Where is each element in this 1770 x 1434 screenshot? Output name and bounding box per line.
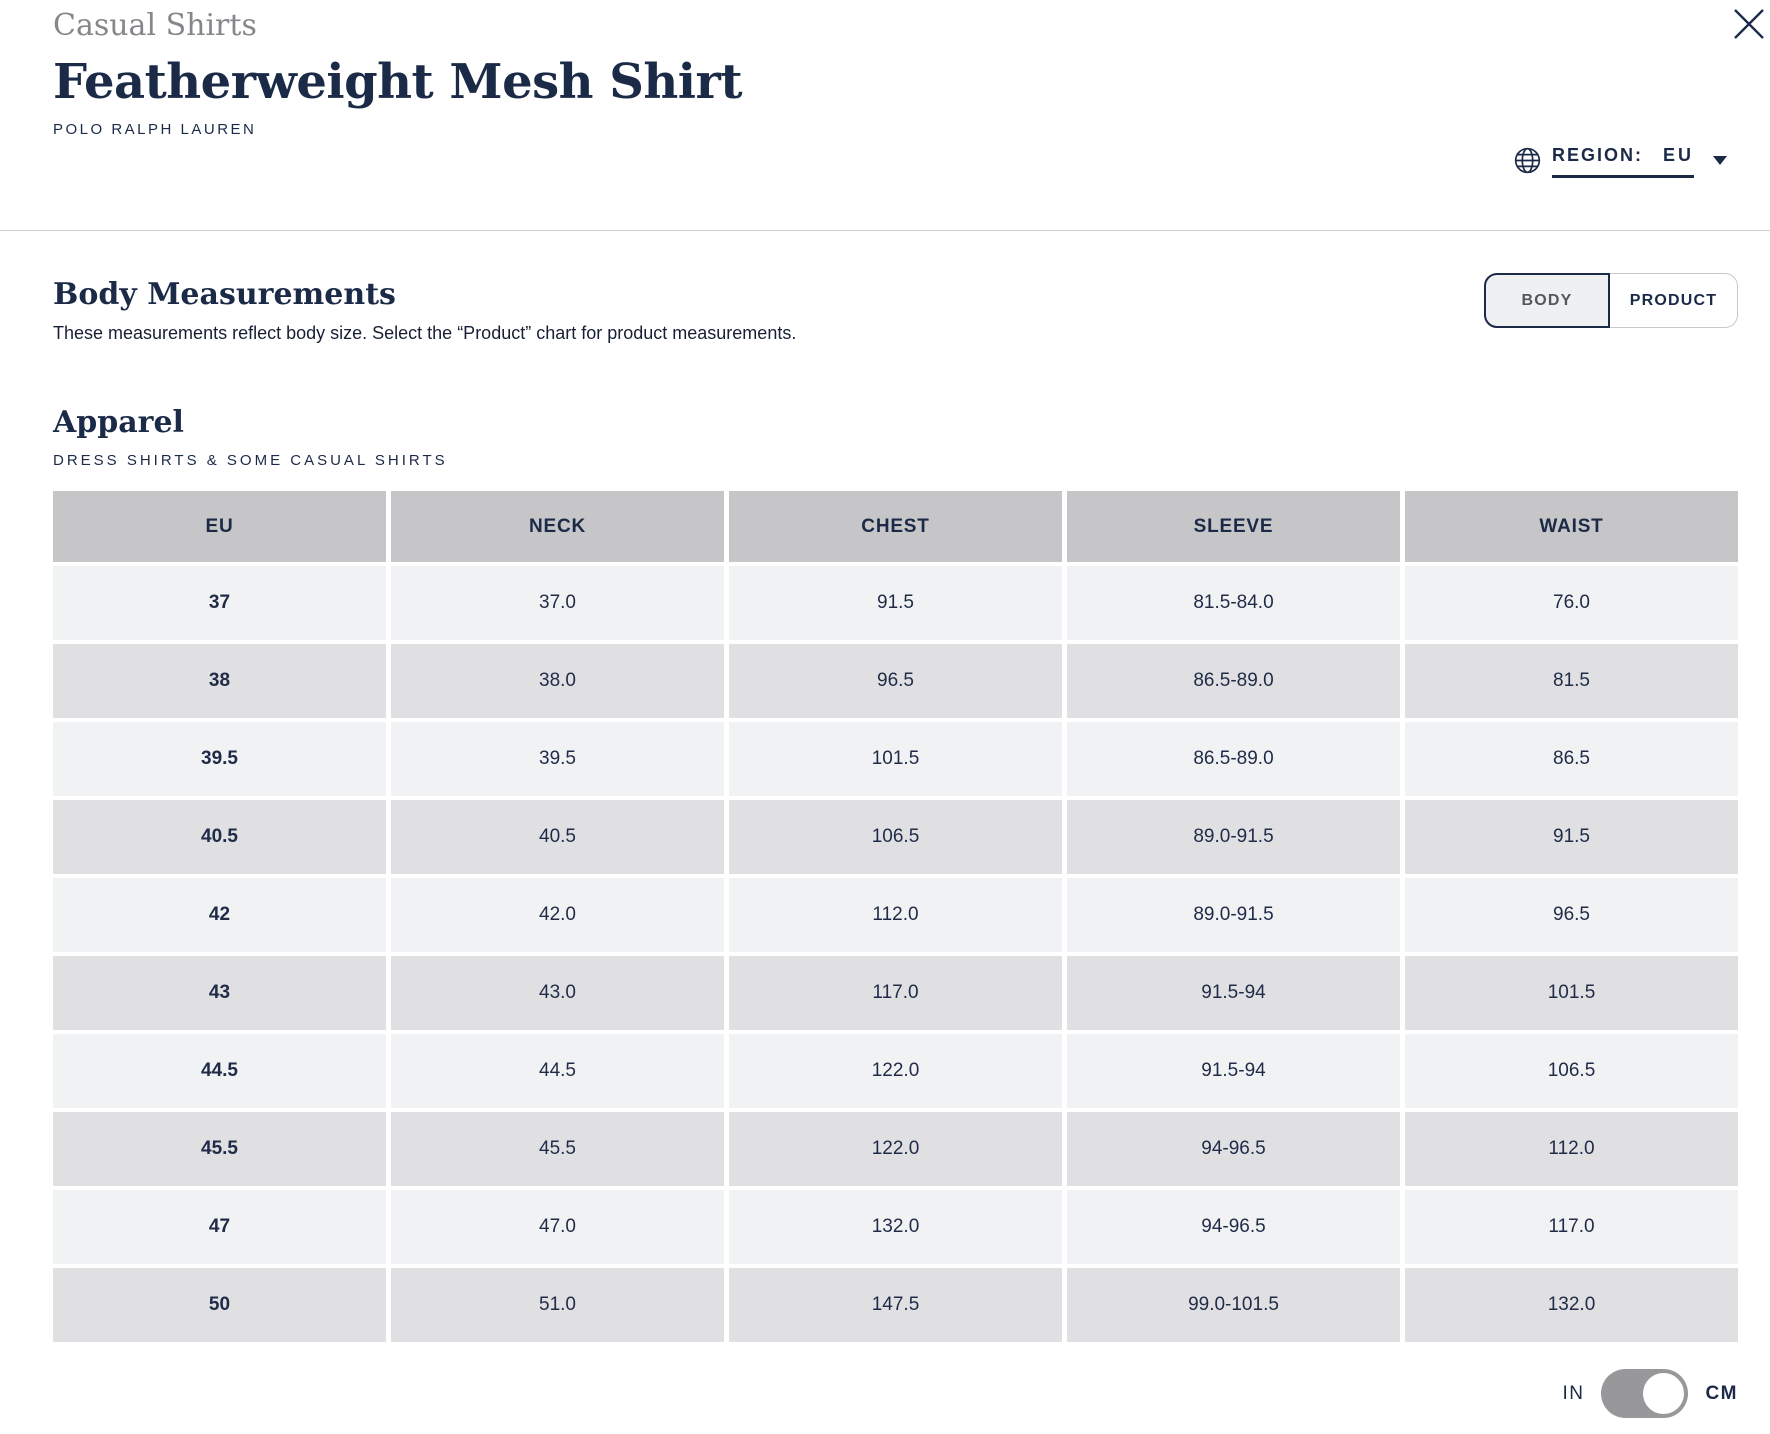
table-cell: 47.0 (391, 1190, 724, 1264)
table-cell: 106.5 (1405, 1034, 1738, 1108)
table-cell: 45.5 (53, 1112, 386, 1186)
category-breadcrumb: Casual Shirts (53, 8, 257, 43)
table-cell: 89.0-91.5 (1067, 800, 1400, 874)
table-cell: 81.5 (1405, 644, 1738, 718)
table-cell: 132.0 (729, 1190, 1062, 1264)
table-cell: 42.0 (391, 878, 724, 952)
table-cell: 91.5 (729, 566, 1062, 640)
table-cell: 101.5 (1405, 956, 1738, 1030)
table-cell: 38.0 (391, 644, 724, 718)
table-cell: 117.0 (1405, 1190, 1738, 1264)
table-cell: 122.0 (729, 1112, 1062, 1186)
table-cell: 50 (53, 1268, 386, 1342)
table-cell: 101.5 (729, 722, 1062, 796)
table-header-cell: NECK (391, 491, 724, 562)
chart-type-toggle (1484, 273, 1738, 328)
apparel-subtitle: DRESS SHIRTS & SOME CASUAL SHIRTS (53, 452, 448, 469)
table-cell: 76.0 (1405, 566, 1738, 640)
section-title: Body Measurements (53, 277, 396, 312)
table-cell: 94-96.5 (1067, 1190, 1400, 1264)
table-header-cell: WAIST (1405, 491, 1738, 562)
table-cell: 39.5 (53, 722, 386, 796)
table-cell: 37.0 (391, 566, 724, 640)
table-cell: 106.5 (729, 800, 1062, 874)
table-cell: 37 (53, 566, 386, 640)
product-title: Featherweight Mesh Shirt (53, 54, 742, 110)
product-tab[interactable]: PRODUCT (1610, 273, 1738, 328)
unit-cm-label[interactable]: CM (1705, 1382, 1738, 1404)
table-cell: 99.0-101.5 (1067, 1268, 1400, 1342)
table-cell: 42 (53, 878, 386, 952)
table-cell: 39.5 (391, 722, 724, 796)
body-tab[interactable]: BODY (1484, 273, 1610, 328)
table-cell: 112.0 (729, 878, 1062, 952)
region-text (1552, 145, 1694, 178)
table-cell: 96.5 (729, 644, 1062, 718)
table-cell: 91.5-94 (1067, 1034, 1400, 1108)
table-cell: 91.5-94 (1067, 956, 1400, 1030)
table-cell: 40.5 (53, 800, 386, 874)
table-cell: 38 (53, 644, 386, 718)
table-cell: 47 (53, 1190, 386, 1264)
table-cell: 86.5-89.0 (1067, 644, 1400, 718)
table-cell: 86.5 (1405, 722, 1738, 796)
unit-in-label[interactable]: IN (1562, 1382, 1585, 1404)
region-selector[interactable] (1514, 145, 1728, 179)
table-cell: 132.0 (1405, 1268, 1738, 1342)
brand-label: POLO RALPH LAUREN (53, 121, 257, 138)
close-button[interactable] (1730, 5, 1768, 43)
table-cell: 51.0 (391, 1268, 724, 1342)
close-icon (1730, 31, 1768, 46)
size-table (53, 491, 1738, 1342)
header-divider (0, 230, 1770, 231)
globe-icon (1514, 147, 1541, 179)
unit-switch-knob (1643, 1373, 1684, 1414)
table-cell: 43 (53, 956, 386, 1030)
table-cell: 40.5 (391, 800, 724, 874)
region-value: EU (1662, 145, 1694, 165)
table-cell: 89.0-91.5 (1067, 878, 1400, 952)
region-label: REGION: (1551, 145, 1643, 165)
body-measurements-block (53, 276, 796, 344)
unit-switch[interactable] (1601, 1369, 1688, 1418)
table-cell: 122.0 (729, 1034, 1062, 1108)
table-cell: 86.5-89.0 (1067, 722, 1400, 796)
table-cell: 44.5 (53, 1034, 386, 1108)
table-header-cell: EU (53, 491, 386, 562)
table-cell: 43.0 (391, 956, 724, 1030)
table-cell: 81.5-84.0 (1067, 566, 1400, 640)
table-cell: 96.5 (1405, 878, 1738, 952)
table-cell: 147.5 (729, 1268, 1062, 1342)
table-header-cell: CHEST (729, 491, 1062, 562)
table-header-cell: SLEEVE (1067, 491, 1400, 562)
table-cell: 45.5 (391, 1112, 724, 1186)
apparel-title: Apparel (53, 405, 184, 440)
section-description: These measurements reflect body size. Select the “Product” chart for product measurements. (53, 323, 797, 343)
chevron-down-icon (1712, 153, 1728, 171)
table-cell: 91.5 (1405, 800, 1738, 874)
table-cell: 44.5 (391, 1034, 724, 1108)
table-cell: 117.0 (729, 956, 1062, 1030)
table-cell: 112.0 (1405, 1112, 1738, 1186)
table-cell: 94-96.5 (1067, 1112, 1400, 1186)
